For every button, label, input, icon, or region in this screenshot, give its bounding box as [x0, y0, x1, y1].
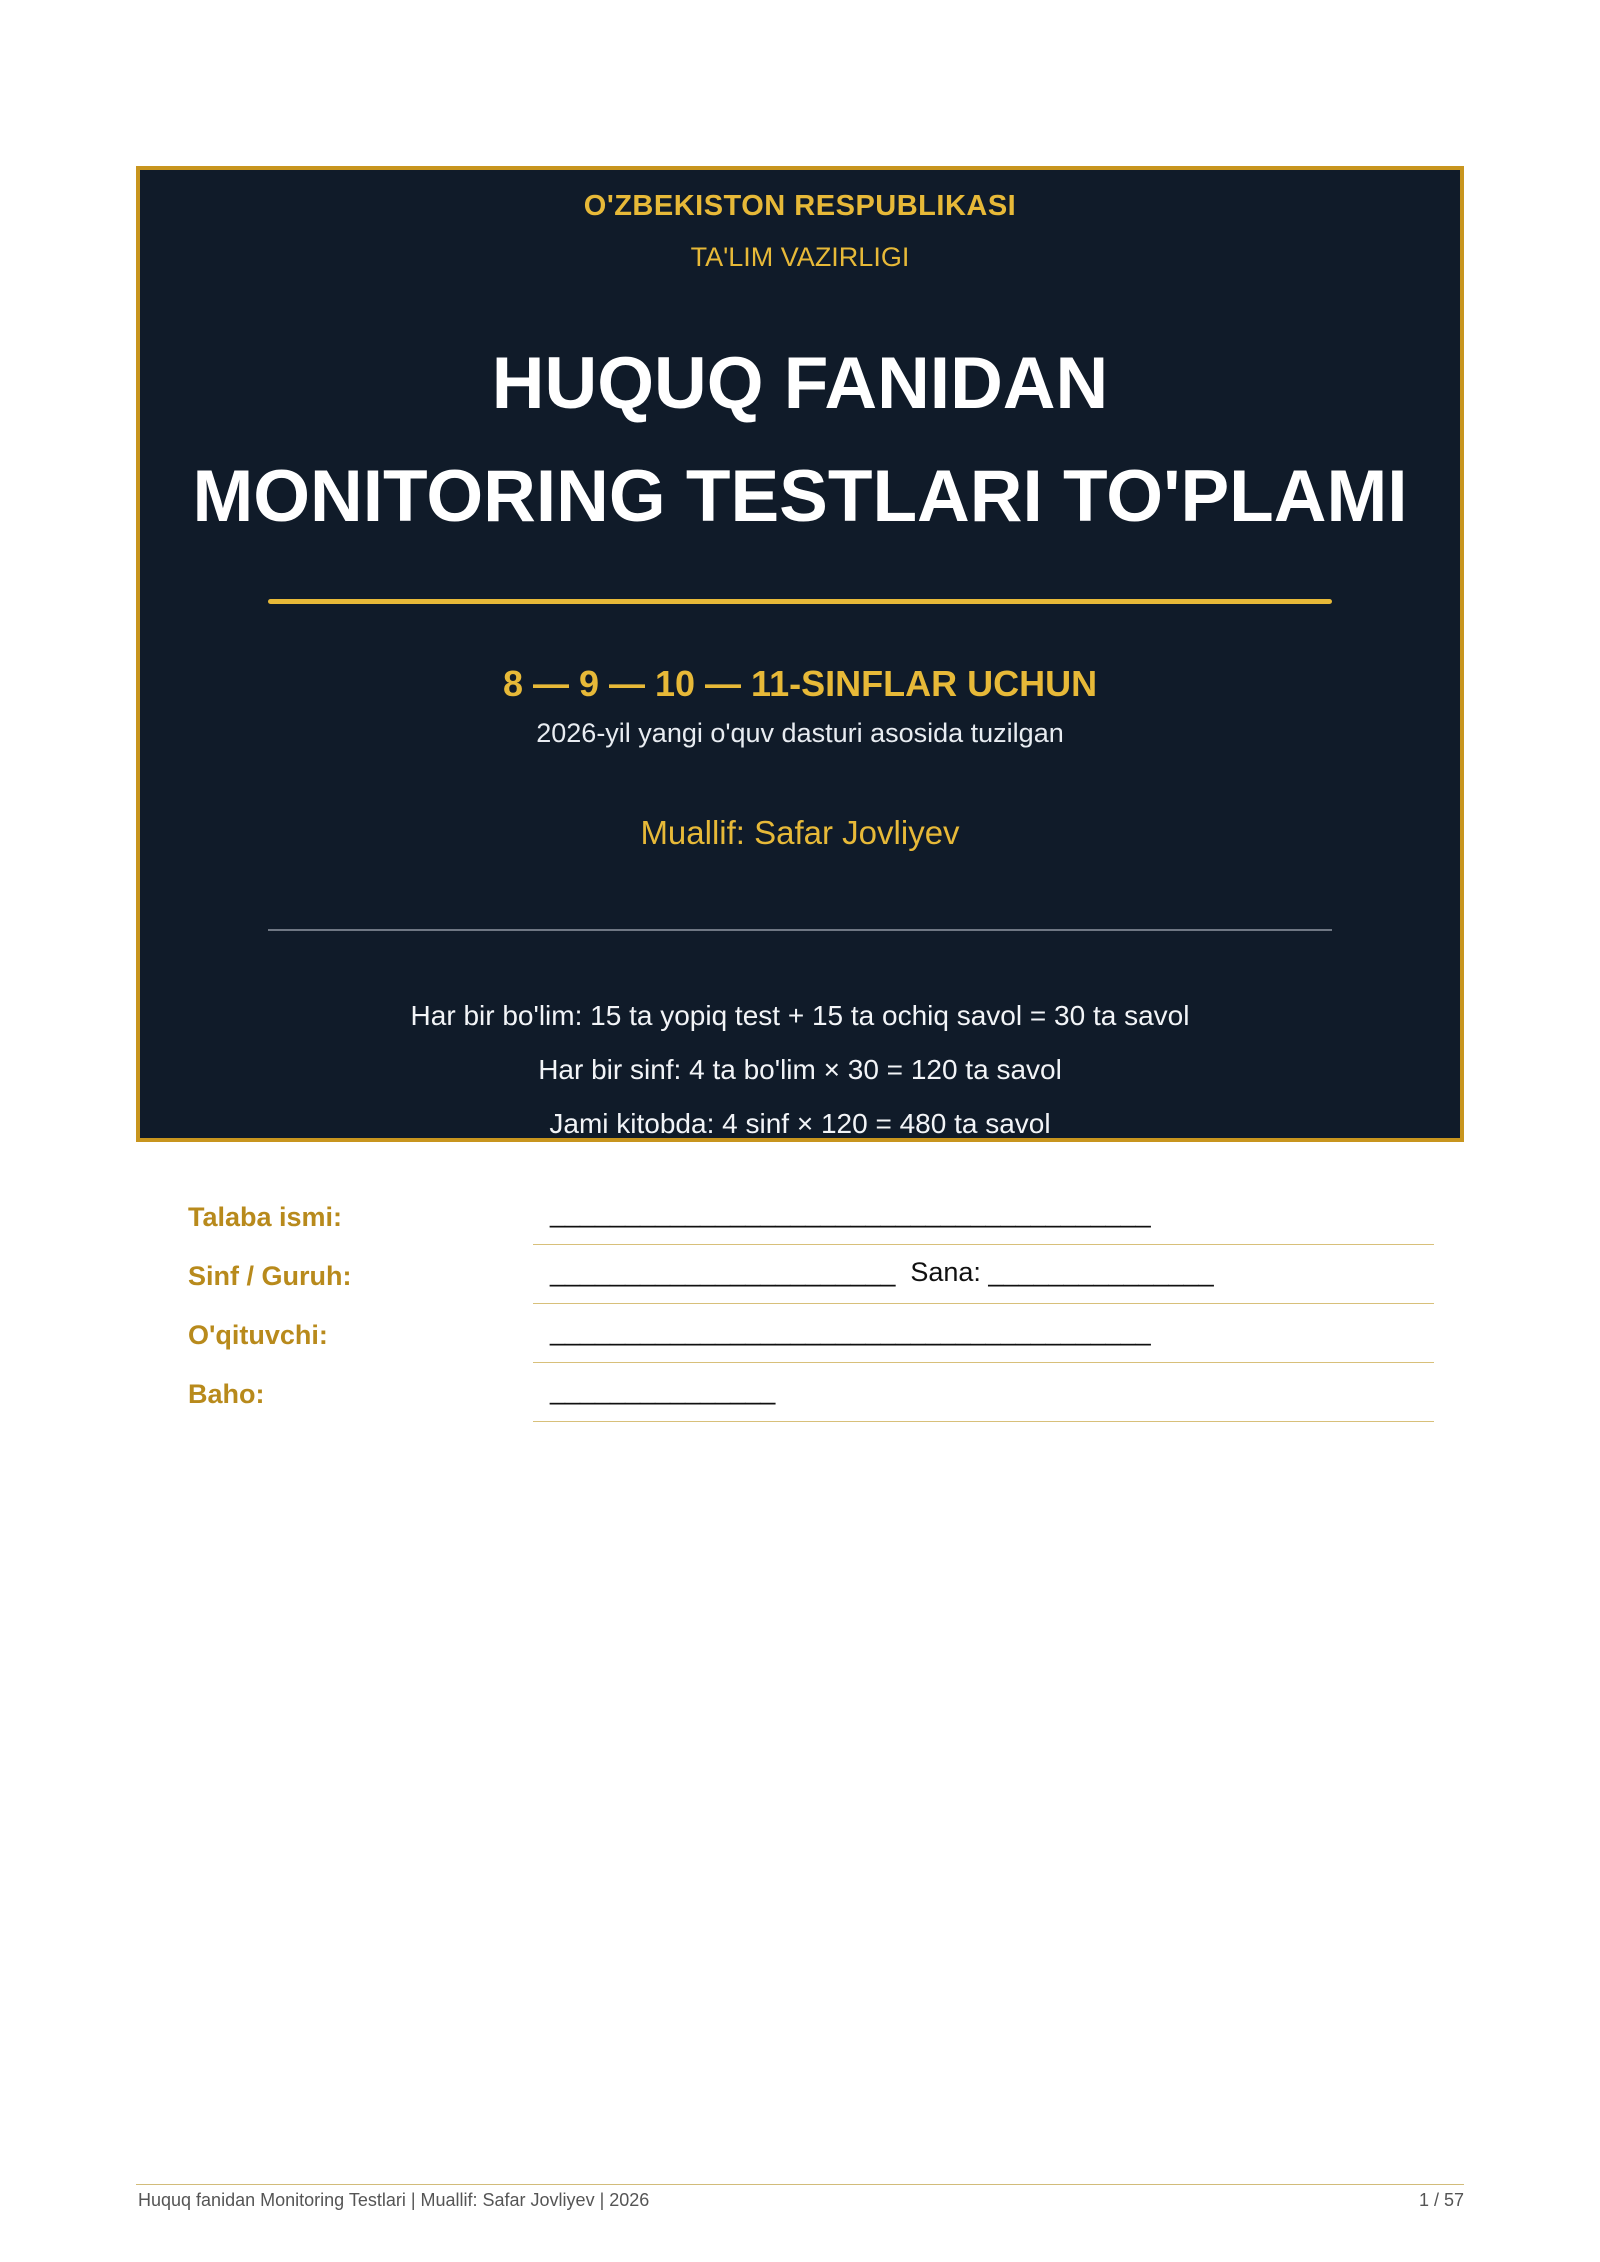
footer-text: Huquq fanidan Monitoring Testlari | Muallif: Safar Jovliyev | 2026 [138, 2190, 650, 2210]
student-name-field[interactable] [533, 1186, 1434, 1245]
teacher-blank: ________________________________________ [550, 1316, 1151, 1346]
grey-divider [268, 929, 1332, 931]
grade-blank: _______________ [550, 1375, 776, 1405]
class-group-field[interactable] [533, 1245, 1434, 1304]
class-group-blank: _______________________ Sana: _______________ [550, 1257, 1214, 1287]
program-note: 2026-yil yangi o'quv dasturi asosida tuzilgan [536, 718, 1064, 748]
student-name-blank: ________________________________________ [550, 1198, 1151, 1228]
grades-subtitle: 8 — 9 — 10 — 11-SINFLAR UCHUN [502, 663, 1098, 704]
info-line-total: Jami kitobda: 4 sinf × 120 = 480 ta savol [549, 1108, 1051, 1139]
form-row-class-group [188, 1245, 1434, 1304]
form-row-student-name [188, 1186, 1434, 1245]
student-name-label: Talaba ismi: [188, 1202, 343, 1232]
cover-panel [136, 166, 1464, 1142]
footer-divider [136, 2184, 1464, 2185]
title-line-2: MONITORING TESTLARI TO'PLAMI [192, 456, 1408, 537]
form-row-teacher [188, 1304, 1434, 1363]
info-line-grade: Har bir sinf: 4 ta bo'lim × 30 = 120 ta savol [538, 1054, 1062, 1085]
form-row-grade [188, 1363, 1434, 1422]
teacher-label: O'qituvchi: [188, 1320, 328, 1350]
gold-divider [268, 599, 1332, 604]
class-group-label: Sinf / Guruh: [188, 1261, 352, 1291]
page-number: 1 / 57 [1418, 2190, 1464, 2210]
ministry-heading: TA'LIM VAZIRLIGI [690, 242, 910, 272]
info-line-sections: Har bir bo'lim: 15 ta yopiq test + 15 ta ochiq savol = 30 ta savol [410, 1000, 1190, 1031]
teacher-field[interactable] [533, 1304, 1434, 1363]
title-line-1: HUQUQ FANIDAN [491, 343, 1109, 424]
republic-heading: O'ZBEKISTON RESPUBLIKASI [583, 190, 1017, 222]
grade-field[interactable] [533, 1363, 1434, 1422]
author-line: Muallif: Safar Jovliyev [640, 814, 960, 851]
grade-label: Baho: [188, 1379, 265, 1409]
